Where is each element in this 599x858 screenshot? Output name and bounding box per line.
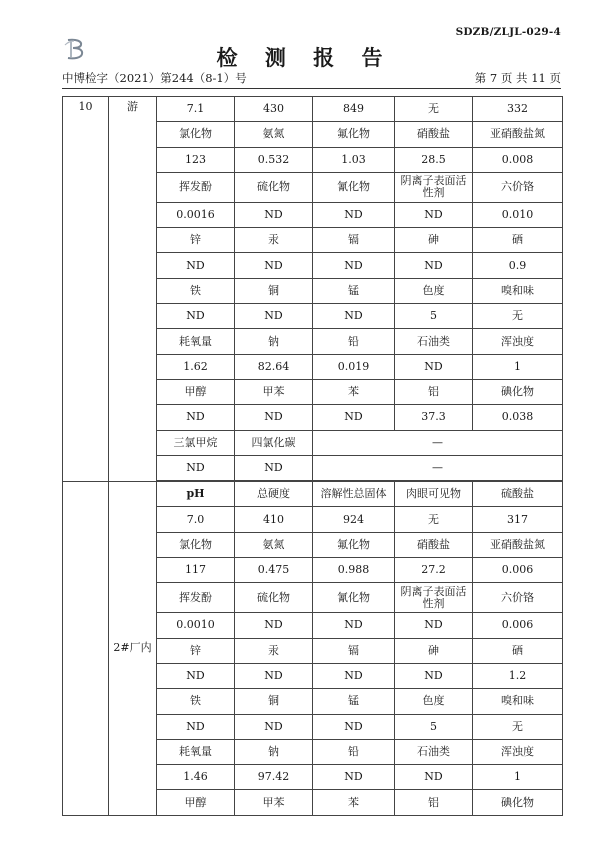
table-cell: 氰化物: [313, 583, 395, 613]
table-cell: 0.988: [313, 558, 395, 583]
table-cell: 5: [395, 304, 473, 329]
table-row: [63, 482, 563, 507]
table-cell: 氯化物: [157, 122, 235, 147]
table-cell: ND: [313, 304, 395, 329]
table-cell: 石油类: [395, 739, 473, 764]
table-cell: 氟化物: [313, 122, 395, 147]
sequence-number: 10: [63, 97, 109, 482]
table-cell: 0.475: [235, 558, 313, 583]
table-cell: ND: [395, 613, 473, 638]
table-cell: ND: [235, 253, 313, 278]
table-cell: 铅: [313, 739, 395, 764]
table-cell: 无: [473, 714, 563, 739]
table-cell: ND: [235, 613, 313, 638]
table-cell: 无: [473, 304, 563, 329]
table-cell: 铁: [157, 689, 235, 714]
table-cell: 无: [395, 507, 473, 532]
table-cell: 甲苯: [235, 790, 313, 815]
table-cell: 亚硝酸盐氮: [473, 122, 563, 147]
table-cell: 0.9: [473, 253, 563, 278]
table-cell: 0.0016: [157, 202, 235, 227]
table-cell: 苯: [313, 790, 395, 815]
table-cell: 钠: [235, 329, 313, 354]
table-cell: 砷: [395, 228, 473, 253]
table-cell: 1.03: [313, 147, 395, 172]
table-cell: ND: [395, 765, 473, 790]
table-cell: ND: [235, 714, 313, 739]
table-cell: 氨氮: [235, 122, 313, 147]
table-cell: ND: [235, 405, 313, 430]
table-cell: 1.2: [473, 663, 563, 688]
table-cell: 色度: [395, 689, 473, 714]
table-cell: 镉: [313, 228, 395, 253]
table-cell: 汞: [235, 638, 313, 663]
table-cell: 亚硝酸盐氮: [473, 532, 563, 557]
table-cell: 317: [473, 507, 563, 532]
table-cell: ND: [157, 253, 235, 278]
table-cell: 1.62: [157, 354, 235, 379]
table-cell: 无: [395, 97, 473, 122]
table-cell: 四氯化碳: [235, 430, 313, 455]
table-cell: ND: [313, 714, 395, 739]
table-cell: 铝: [395, 379, 473, 404]
table-cell: 849: [313, 97, 395, 122]
table-cell: 37.3: [395, 405, 473, 430]
table-cell: 0.532: [235, 147, 313, 172]
table-cell: 锌: [157, 638, 235, 663]
table-cell: 溶解性总固体: [313, 482, 395, 507]
sampling-site: 游: [109, 97, 157, 482]
table-cell: 总硬度: [235, 482, 313, 507]
table-cell: 碘化物: [473, 379, 563, 404]
table-cell: 27.2: [395, 558, 473, 583]
table-cell: 挥发酚: [157, 172, 235, 202]
sequence-continuation: [63, 482, 109, 816]
table-cell: 汞: [235, 228, 313, 253]
table-cell: 耗氧量: [157, 739, 235, 764]
table-cell: 硒: [473, 638, 563, 663]
table-cell: 硫酸盐: [473, 482, 563, 507]
document-code: SDZB/ZLJL-029-4: [455, 26, 561, 38]
table-cell: 410: [235, 507, 313, 532]
table-cell: 甲醇: [157, 790, 235, 815]
header-divider: [62, 88, 561, 89]
page-info: 第 7 页 共 11 页: [474, 71, 561, 85]
table-cell: 硝酸盐: [395, 122, 473, 147]
table-cell: 三氯甲烷: [157, 430, 235, 455]
table-cell: 铜: [235, 278, 313, 303]
table-cell: 7.1: [157, 97, 235, 122]
table-cell: 阴离子表面活性剂: [395, 583, 473, 613]
table-cell: 硝酸盐: [395, 532, 473, 557]
table-cell: 0.0010: [157, 613, 235, 638]
table-cell: 1: [473, 354, 563, 379]
table-cell: 碘化物: [473, 790, 563, 815]
table-cell: pH: [157, 482, 235, 507]
table-cell: ND: [395, 202, 473, 227]
table-cell: 苯: [313, 379, 395, 404]
table-cell: ND: [395, 253, 473, 278]
table-cell: 7.0: [157, 507, 235, 532]
table-cell: 锌: [157, 228, 235, 253]
table-cell: —: [313, 430, 563, 455]
table-cell: ND: [157, 714, 235, 739]
table-cell: 氰化物: [313, 172, 395, 202]
table-cell: 0.010: [473, 202, 563, 227]
table-cell: ND: [313, 663, 395, 688]
table-cell: 甲苯: [235, 379, 313, 404]
table-cell: ND: [235, 455, 313, 480]
table-cell: 铁: [157, 278, 235, 303]
table-cell: ND: [313, 202, 395, 227]
table-cell: ND: [313, 765, 395, 790]
report-number: 中博检字（2021）第244（8-1）号: [62, 71, 247, 85]
table-cell: 硫化物: [235, 172, 313, 202]
table-cell: 97.42: [235, 765, 313, 790]
table-cell: 浑浊度: [473, 329, 563, 354]
table-row: [63, 97, 563, 122]
table-cell: ND: [157, 663, 235, 688]
table-cell: 0.019: [313, 354, 395, 379]
results-table: [62, 96, 563, 816]
sampling-site: 2#厂内: [109, 482, 157, 816]
table-cell: 六价铬: [473, 583, 563, 613]
table-cell: ND: [235, 663, 313, 688]
table-cell: ND: [313, 613, 395, 638]
table-cell: 硒: [473, 228, 563, 253]
table-cell: 锰: [313, 278, 395, 303]
table-cell: 浑浊度: [473, 739, 563, 764]
page-title: 检 测 报 告: [216, 45, 393, 70]
table-cell: 0.006: [473, 613, 563, 638]
table-cell: 砷: [395, 638, 473, 663]
table-cell: 硫化物: [235, 583, 313, 613]
table-cell: 氟化物: [313, 532, 395, 557]
table-cell: 石油类: [395, 329, 473, 354]
table-cell: ND: [157, 405, 235, 430]
table-cell: 挥发酚: [157, 583, 235, 613]
table-cell: 0.006: [473, 558, 563, 583]
table-cell: 镉: [313, 638, 395, 663]
table-cell: 0.038: [473, 405, 563, 430]
table-cell: 5: [395, 714, 473, 739]
table-cell: 82.64: [235, 354, 313, 379]
table-cell: ND: [395, 354, 473, 379]
table-cell: 氨氮: [235, 532, 313, 557]
table-cell: 氯化物: [157, 532, 235, 557]
table-cell: 28.5: [395, 147, 473, 172]
table-cell: 123: [157, 147, 235, 172]
table-cell: 钠: [235, 739, 313, 764]
table-cell: 924: [313, 507, 395, 532]
table-cell: 430: [235, 97, 313, 122]
table-cell: ND: [157, 304, 235, 329]
table-cell: 1.46: [157, 765, 235, 790]
table-cell: 肉眼可见物: [395, 482, 473, 507]
table-cell: 锰: [313, 689, 395, 714]
table-cell: 铅: [313, 329, 395, 354]
table-cell: ND: [157, 455, 235, 480]
table-cell: 嗅和味: [473, 689, 563, 714]
table-cell: ND: [395, 663, 473, 688]
table-cell: —: [313, 455, 563, 480]
table-cell: 嗅和味: [473, 278, 563, 303]
table-cell: 铜: [235, 689, 313, 714]
table-cell: 332: [473, 97, 563, 122]
table-cell: 甲醇: [157, 379, 235, 404]
table-cell: 六价铬: [473, 172, 563, 202]
table-cell: ND: [235, 202, 313, 227]
table-cell: ND: [313, 405, 395, 430]
table-cell: 耗氧量: [157, 329, 235, 354]
table-cell: 117: [157, 558, 235, 583]
table-cell: 色度: [395, 278, 473, 303]
table-cell: 阴离子表面活性剂: [395, 172, 473, 202]
table-cell: 0.008: [473, 147, 563, 172]
table-cell: 1: [473, 765, 563, 790]
table-cell: ND: [235, 304, 313, 329]
table-cell: ND: [313, 253, 395, 278]
table-cell: 铝: [395, 790, 473, 815]
